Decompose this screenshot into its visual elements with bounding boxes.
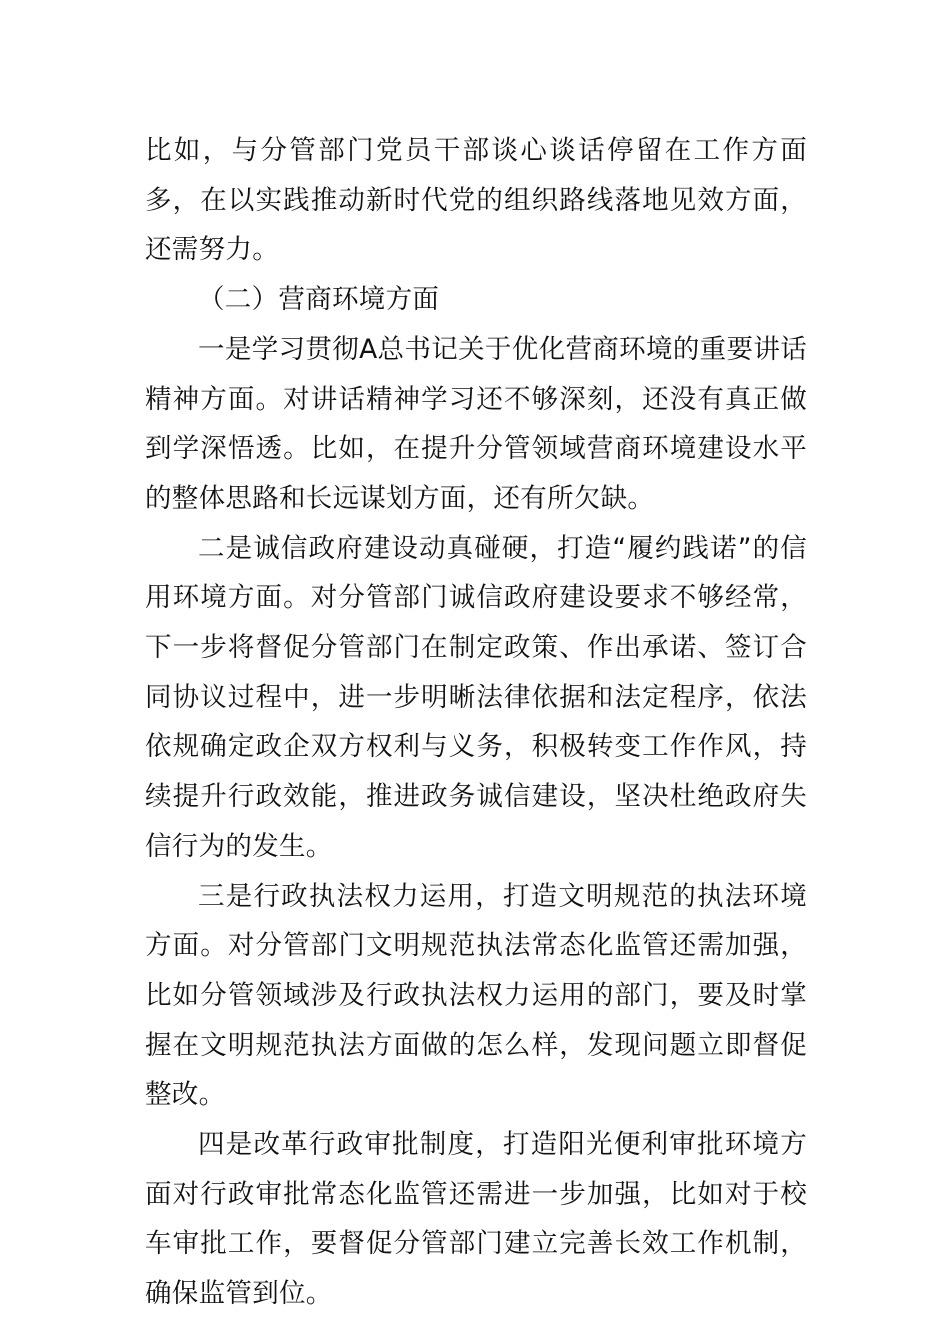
paragraph-item-3: 三是行政执法权力运用，打造文明规范的执法环境方面。对分管部门文明规范执法常态化监管还需加强，比如分管领域涉及行政执法权力运用的部门，要及时掌握在文明规范执法方面做的怎么样，发现问题立即督促整改。 <box>145 880 807 1111</box>
paragraph-item-2: 二是诚信政府建设动真碰硬，打造“履约践诺”的信用环境方面。对分管部门诚信政府建设要求不够经常，下一步将督促分管部门在制定政策、作出承诺、签订合同协议过程中，进一步明晰法律依据和法定程序，依法依规确定政企双方权利与义务，积极转变工作作风，持续提升行政效能，推进政务诚信建设，坚决杜绝政府失信行为的发生。 <box>145 532 807 862</box>
paragraph-item-4: 四是改革行政审批制度，打造阳光便利审批环境方面对行政审批常态化监管还需进一步加强，比如对于校车审批工作，要督促分管部门建立完善长效工作机制，确保监管到位。 <box>145 1129 807 1310</box>
paragraph-item-1: 一是学习贯彻A总书记关于优化营商环境的重要讲话精神方面。对讲话精神学习还不够深刻，还没有真正做到学深悟透。比如，在提升分管领域营商环境建设水平的整体思路和长远谋划方面，还有所欠缺。 <box>145 333 807 514</box>
paragraph-continuation: 比如，与分管部门党员干部谈心谈话停留在工作方面多，在以实践推动新时代党的组织路线落地见效方面，还需努力。 <box>145 135 807 266</box>
document-body <box>145 126 807 1319</box>
section-heading: （二）营商环境方面 <box>198 284 440 316</box>
